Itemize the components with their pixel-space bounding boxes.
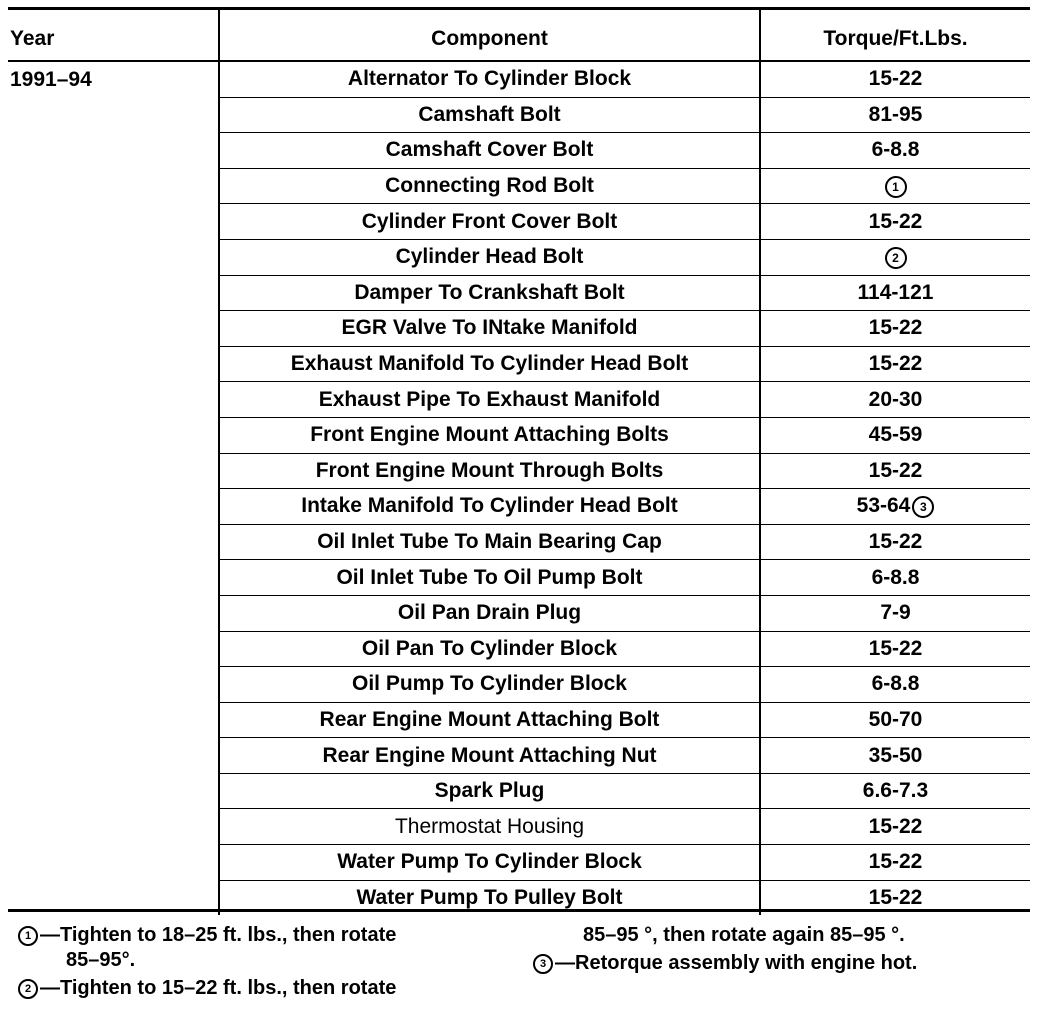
footnote-2-continuation xyxy=(583,924,905,947)
footnote-2-line-1: —Tighten to 15–22 ft. lbs., then rotate xyxy=(40,977,397,999)
component-cell: Oil Inlet Tube To Oil Pump Bolt xyxy=(219,560,760,596)
footnote-1-line-2: 85–95°. xyxy=(66,949,136,971)
torque-cell xyxy=(760,204,1030,240)
component-cell: Front Engine Mount Through Bolts xyxy=(219,453,760,489)
torque-value: 15-22 xyxy=(868,458,923,482)
torque-cell xyxy=(760,346,1030,382)
torque-cell xyxy=(760,311,1030,347)
torque-value: 114-121 xyxy=(857,280,934,304)
torque-value: 15-22 xyxy=(868,850,923,874)
torque-cell xyxy=(760,809,1030,845)
component-cell: Cylinder Head Bolt xyxy=(219,239,760,275)
footnote-2 xyxy=(18,977,396,1000)
torque-value: 15-22 xyxy=(868,636,923,660)
torque-cell xyxy=(760,168,1030,204)
torque-value: 6.6-7.3 xyxy=(862,779,929,803)
header-component: Component xyxy=(219,10,760,61)
footnote-marker-1: 1 xyxy=(18,926,38,946)
bottom-rule xyxy=(8,909,1030,912)
torque-value: 6-8.8 xyxy=(871,672,920,696)
component-cell: Rear Engine Mount Attaching Bolt xyxy=(219,702,760,738)
footnote-marker-2: 2 xyxy=(18,979,38,999)
component-cell: Camshaft Bolt xyxy=(219,97,760,133)
torque-value: 50-70 xyxy=(868,707,923,731)
torque-value: 35-50 xyxy=(868,743,923,767)
torque-cell xyxy=(760,382,1030,418)
torque-value: 7-9 xyxy=(880,601,911,625)
component-cell: Exhaust Pipe To Exhaust Manifold xyxy=(219,382,760,418)
component-cell: Connecting Rod Bolt xyxy=(219,168,760,204)
footnote-1-continuation xyxy=(66,949,135,972)
component-cell: Water Pump To Pulley Bolt xyxy=(219,880,760,915)
table-header-row xyxy=(8,10,1030,61)
footnotes xyxy=(0,914,1056,1010)
table-body xyxy=(8,61,1030,915)
torque-cell xyxy=(760,524,1030,560)
torque-value: 15-22 xyxy=(868,209,923,233)
torque-value: 15-22 xyxy=(868,352,923,376)
header-torque: Torque/Ft.Lbs. xyxy=(760,10,1030,61)
component-cell: Water Pump To Cylinder Block xyxy=(219,845,760,881)
component-cell: Oil Pan Drain Plug xyxy=(219,595,760,631)
footnote-1-line-1: —Tighten to 18–25 ft. lbs., then rotate xyxy=(40,924,397,946)
footnote-1 xyxy=(18,924,396,947)
torque-value: 15-22 xyxy=(868,530,923,554)
component-cell: Oil Pump To Cylinder Block xyxy=(219,667,760,703)
torque-cell xyxy=(760,489,1030,525)
torque-cell xyxy=(760,631,1030,667)
footnote-ref-marker: 3 xyxy=(912,496,934,518)
torque-value: 20-30 xyxy=(868,387,923,411)
torque-value: 6-8.8 xyxy=(871,565,920,589)
torque-value: 45-59 xyxy=(868,423,923,447)
torque-value: 15-22 xyxy=(868,67,923,91)
footnote-ref-marker: 2 xyxy=(885,247,907,269)
torque-cell xyxy=(760,773,1030,809)
footnote-3 xyxy=(533,952,917,975)
torque-cell xyxy=(760,133,1030,169)
footnote-3-text: —Retorque assembly with engine hot. xyxy=(555,952,918,974)
torque-cell xyxy=(760,738,1030,774)
torque-cell xyxy=(760,667,1030,703)
component-cell: Exhaust Manifold To Cylinder Head Bolt xyxy=(219,346,760,382)
component-cell: Rear Engine Mount Attaching Nut xyxy=(219,738,760,774)
component-cell: Damper To Crankshaft Bolt xyxy=(219,275,760,311)
torque-cell xyxy=(760,239,1030,275)
year-cell: 1991–94 xyxy=(10,68,92,91)
footnote-ref-marker: 1 xyxy=(885,176,907,198)
table-row xyxy=(8,61,1030,97)
component-cell: Front Engine Mount Attaching Bolts xyxy=(219,417,760,453)
component-cell: Oil Pan To Cylinder Block xyxy=(219,631,760,667)
torque-cell xyxy=(760,453,1030,489)
component-cell: EGR Valve To INtake Manifold xyxy=(219,311,760,347)
component-cell: Camshaft Cover Bolt xyxy=(219,133,760,169)
torque-cell xyxy=(760,417,1030,453)
torque-cell xyxy=(760,97,1030,133)
component-cell: Thermostat Housing xyxy=(219,809,760,845)
component-cell: Spark Plug xyxy=(219,773,760,809)
footnote-marker-3: 3 xyxy=(533,954,553,974)
torque-cell xyxy=(760,845,1030,881)
torque-cell xyxy=(760,560,1030,596)
component-cell: Oil Inlet Tube To Main Bearing Cap xyxy=(219,524,760,560)
torque-cell xyxy=(760,61,1030,97)
torque-cell xyxy=(760,275,1030,311)
torque-value: 81-95 xyxy=(868,102,923,126)
torque-value: 15-22 xyxy=(868,316,923,340)
torque-value: 53-64 xyxy=(856,494,911,518)
footnote-2-line-2: 85–95 °, then rotate again 85–95 °. xyxy=(583,924,905,946)
torque-cell xyxy=(760,702,1030,738)
torque-spec-table xyxy=(8,10,1030,915)
torque-value: 6-8.8 xyxy=(871,138,920,162)
torque-cell xyxy=(760,595,1030,631)
torque-value: 15-22 xyxy=(868,885,923,909)
torque-value: 15-22 xyxy=(868,814,923,838)
component-cell: Cylinder Front Cover Bolt xyxy=(219,204,760,240)
component-cell: Alternator To Cylinder Block xyxy=(219,61,760,97)
component-cell: Intake Manifold To Cylinder Head Bolt xyxy=(219,489,760,525)
header-year: Year xyxy=(8,10,219,61)
